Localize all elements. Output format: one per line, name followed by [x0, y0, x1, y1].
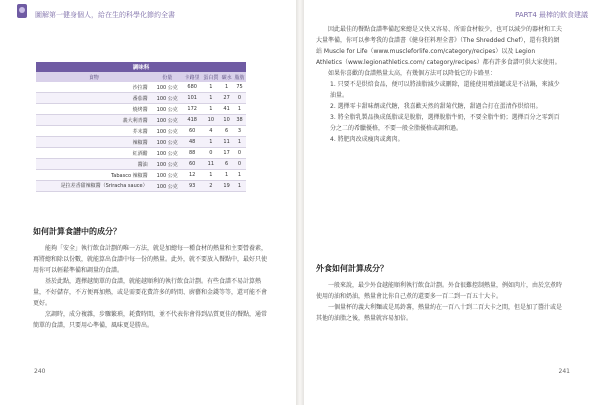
- paragraph: 基於此點，選擇越簡單的食譜，就能越順利的執行飲食計劃。有些食譜不易計算熱量，不好儲存，不方便再加熱，或是需要花費許多的時間、廚藝和金錢等等，還可能不會更好。: [33, 278, 268, 307]
- table-cell: 27: [220, 93, 233, 104]
- table-cell: 11: [202, 159, 221, 170]
- paragraph: 因此最佳的餐點食譜準備起來總是又快又容易、所需食材較少，也可以減少的器材和工夫大量準備，你可以參考我的食譜書《健身狂料理全書》（The Shredded Chef），還有我的網站 Muscle for Life（www.muscleforlife.com/category/recipes）以及 Legion Athletics（www.legionathletics.com/ category/recipes）都有許多食譜可供大家使用。: [316, 26, 563, 66]
- table-cell: 1: [233, 137, 246, 148]
- table-cell: 0: [233, 93, 246, 104]
- table-row: [36, 82, 246, 93]
- right-page: [304, 0, 600, 405]
- table-header-row: [36, 72, 246, 82]
- table-cell: 1: [233, 181, 246, 192]
- paragraph: 烹調時，成分複雜，步驟繁瑣，耗費時間，並不代表你會得到品質更佳的餐點，通常簡單的食譜，只要用心準備，風味更是勝出。: [33, 311, 268, 329]
- table-cell: 燒烤醬: [36, 104, 152, 115]
- table-cell: 11: [220, 137, 233, 148]
- table-title: 調味料: [36, 62, 246, 72]
- table-cell: 1: [202, 104, 221, 115]
- table-cell: 172: [183, 104, 202, 115]
- table-cell: 100 公克: [152, 137, 183, 148]
- table-row: [36, 170, 246, 181]
- table-cell: 是拉差香甜辣椒醬（Sriracha sauce）: [36, 181, 152, 192]
- table-cell: 38: [233, 115, 246, 126]
- table-cell: 100 公克: [152, 181, 183, 192]
- table-row: [36, 137, 246, 148]
- table-cell: 88: [183, 148, 202, 159]
- table-cell: 101: [183, 93, 202, 104]
- table-cell: 1: [233, 170, 246, 181]
- table-cell: 義大利青醬: [36, 115, 152, 126]
- table-cell: 芥末醬: [36, 126, 152, 137]
- left-page: [0, 0, 296, 405]
- table-cell: 1: [233, 104, 246, 115]
- table-cell: 0: [233, 159, 246, 170]
- table-cell: 2: [202, 181, 221, 192]
- column-header: 碳水: [220, 72, 233, 82]
- page-number: 240: [34, 368, 46, 375]
- table-cell: 0: [233, 148, 246, 159]
- table-cell: 100 公克: [152, 148, 183, 159]
- table-cell: 100 公克: [152, 104, 183, 115]
- column-header: 脂肪: [233, 72, 246, 82]
- table-cell: 100 公克: [152, 115, 183, 126]
- column-header: 蛋白質: [202, 72, 221, 82]
- table-cell: 100 公克: [152, 93, 183, 104]
- table-cell: 19: [220, 181, 233, 192]
- right-body-text: [316, 24, 562, 145]
- table-cell: 辣椒醬: [36, 137, 152, 148]
- column-header: 卡路里: [183, 72, 202, 82]
- table-row: [36, 104, 246, 115]
- table-cell: 60: [183, 126, 202, 137]
- left-running-header: 圖解第一健身個人，給在生的科學化節約全書: [35, 11, 175, 19]
- table-row: [36, 181, 246, 192]
- table-cell: 41: [220, 104, 233, 115]
- table-cell: 0: [202, 148, 221, 159]
- book-gutter: [296, 0, 304, 405]
- table-cell: 680: [183, 82, 202, 93]
- table-cell: 48: [183, 137, 202, 148]
- paragraph: 能夠「安全」執行飲食計劃的唯一方法，就是加總每一種食材的熱量和主要營養素，再將總和除以份數，就能算出食譜中每一份的熱量。此外，就不要放入餐點中，最好只使用你可以輕鬆準備和調量的食譜。: [33, 245, 268, 274]
- page-number: 241: [558, 368, 570, 375]
- list-item: 2. 選擇零卡甜味劑或代糖，我喜歡天然的甜菊代糖，甜過合打在蛋清作烘焙用。: [330, 103, 542, 110]
- table-cell: 60: [183, 159, 202, 170]
- book-emblem-icon: [15, 4, 29, 20]
- table-cell: 100 公克: [152, 82, 183, 93]
- section-title-eating-out: 外食如何計算成分？: [316, 264, 388, 273]
- column-header: 份量: [152, 72, 183, 82]
- section-title-recipe: 如何計算食譜中的成分？: [33, 227, 121, 236]
- paragraph: 如果你喜歡的食譜熱量太高，有幾個方法可以降低它的卡路里：: [328, 70, 497, 77]
- table-cell: Tabasco 辣椒醬: [36, 170, 152, 181]
- table-row: [36, 115, 246, 126]
- table-row: [36, 126, 246, 137]
- table-cell: 1: [202, 137, 221, 148]
- table-cell: 1: [202, 93, 221, 104]
- table-cell: 1: [220, 82, 233, 93]
- left-body-text: [33, 243, 271, 331]
- list-item: 1. 只要不是烘焙食品，便可以將油脂減少或刪除，還能使用噴油罐或是不沾鍋，來減少油量。: [330, 81, 560, 99]
- table-cell: 3: [233, 126, 246, 137]
- table-cell: 1: [202, 82, 221, 93]
- table-cell: 醬油: [36, 159, 152, 170]
- table-cell: 沙拉醬: [36, 82, 152, 93]
- table-cell: 75: [233, 82, 246, 93]
- list-item: 4. 將肥肉改成瘦肉或禽肉。: [330, 136, 404, 143]
- paragraph: 一個量杯的義大利麵或是馬鈴薯，熱量約在一百八十到二百大卡之間，但是加了醬汁或是其他的油脂之後，熱量就容易加倍。: [316, 304, 563, 322]
- table-cell: 1: [202, 170, 221, 181]
- table-cell: 93: [183, 181, 202, 192]
- table-cell: 17: [220, 148, 233, 159]
- table-cell: 12: [183, 170, 202, 181]
- column-header: 食物: [36, 72, 152, 82]
- table-row: [36, 93, 246, 104]
- tips-list: [316, 79, 562, 145]
- right-running-header: PART4 最棒的飲食建議: [515, 11, 588, 19]
- table-row: [36, 159, 246, 170]
- table-cell: 10: [220, 115, 233, 126]
- table-cell: 100 公克: [152, 126, 183, 137]
- table-cell: 番茄醬: [36, 93, 152, 104]
- list-item: 3. 將全脂乳製品換成低脂或是脫脂，選擇脫脂牛奶，不要全脂牛奶；選擇百分之零到百分之二的希臘優格，不要一般全脂優格或調和過。: [330, 114, 560, 132]
- table-cell: 6: [220, 126, 233, 137]
- right-body-text-2: [316, 280, 562, 324]
- table-cell: 10: [202, 115, 221, 126]
- table-cell: 6: [220, 159, 233, 170]
- table-cell: 100 公克: [152, 159, 183, 170]
- table-cell: 418: [183, 115, 202, 126]
- table-cell: 4: [202, 126, 221, 137]
- table-cell: 紅酒醋: [36, 148, 152, 159]
- table-cell: 100 公克: [152, 170, 183, 181]
- paragraph: 一般來說，最少外食越能順利執行飲食計劃。外食很難控制熱量，例如肉片，由於烹煮時使用的油和奶油，熱量會比你自己煮的還要多一百二到一百五十大卡。: [316, 282, 563, 300]
- table-row: [36, 148, 246, 159]
- nutrition-table: [36, 62, 246, 192]
- table-cell: 1: [220, 170, 233, 181]
